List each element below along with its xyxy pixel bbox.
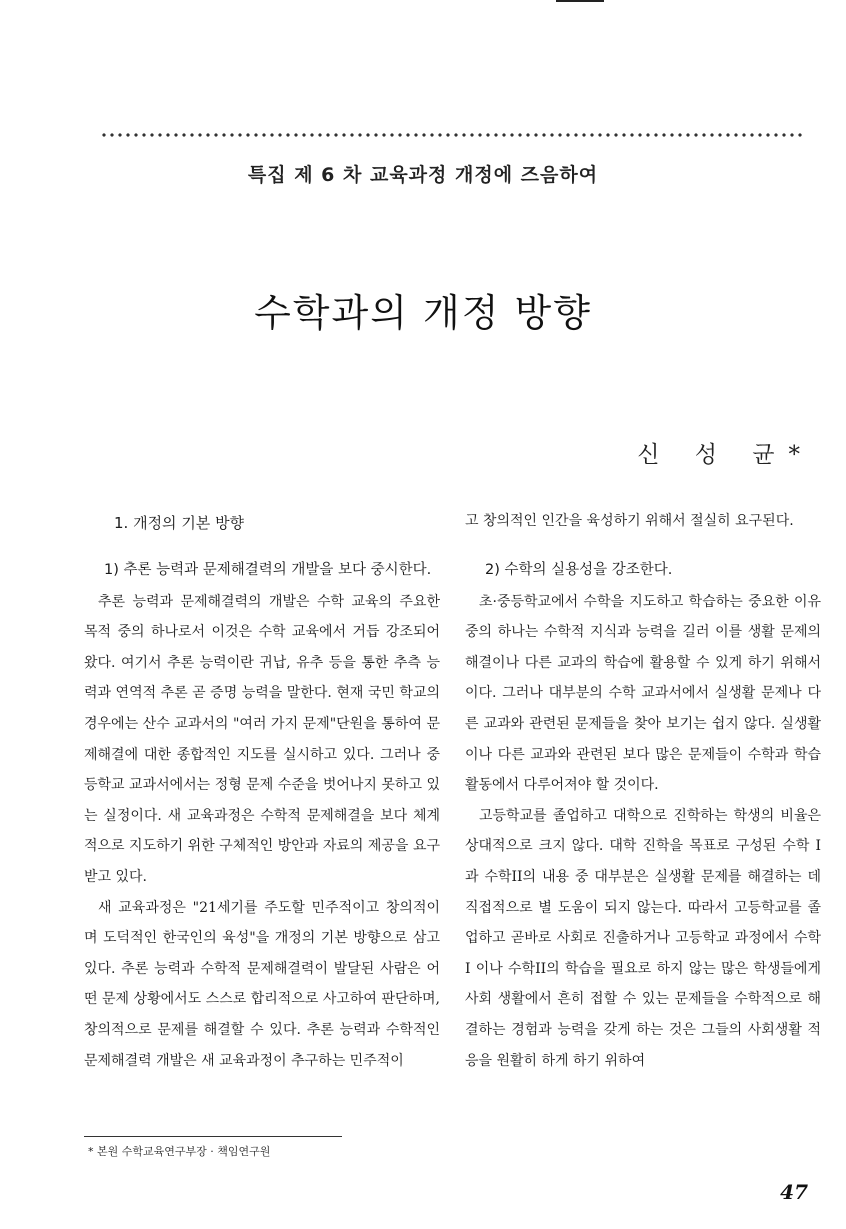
left-column [84,506,440,1076]
special-issue-title: 특집 제 6 차 교육과정 개정에 즈음하여 [247,164,599,186]
subsection-heading-2: 2) 수학의 실용성을 강조한다. [485,561,673,578]
paragraph-continued: 고 창의적인 인간을 육성하기 위해서 절실히 요구된다. [465,513,794,529]
footnote-rule [84,1136,342,1137]
author-name: 신 성 균* [637,442,814,468]
paragraph: 추론 능력과 문제해결력의 개발은 수학 교육의 주요한 목적 중의 하나로서 이것은 수학 교육에서 거듭 강조되어 왔다. 여기서 추론 능력이란 귀납, 유추 등을 통한 추측 능력과 연역적 추론 곧 증명 능력을 말한다. 현재 국민 학교의 경우에는 산수 교과서의 "여러 가지 문제"단원을 통하여 문제해결에 대한 종합적인 지도를 실시하고 있다. 그러나 중등학교 교과서에서는 정형 문제 수준을 벗어나지 못하고 있는 실정이다. 새 교육과정은 수학적 문제해결을 보다 체계적으로 지도하기 위한 구체적인 방안과 자료의 제공을 요구받고 있다. [84,593,440,885]
paragraph: 새 교육과정은 "21세기를 주도할 민주적이고 창의적이며 도덕적인 한국인의 육성"을 개정의 기본 방향으로 삼고 있다. 추론 능력과 수학적 문제해결력이 발달된 사람은 어떤 문제 상황에서도 스스로 합리적으로 사고하여 판단하며, 창의적으로 문제를 해결할 수 있다. 추론 능력과 수학적인 문제해결력 개발은 새 교육과정이 추구하는 민주적이 [84,899,440,1069]
right-column [465,506,821,1076]
article-title: 수학과의 개정 방향 [254,291,592,335]
paragraph: 초·중등학교에서 수학을 지도하고 학습하는 중요한 이유 중의 하나는 수학적 지식과 능력을 길러 이를 생활 문제의 해결이나 다른 교과의 학습에 활용할 수 있게 하기 위해서이다. 그러나 대부분의 수학 교과서에서 실생활 문제나 다른 교과와 관련된 문제들을 찾아 보기는 쉽지 않다. 실생활이나 다른 교과와 관련된 보다 많은 문제들이 수학과 학습 활동에서 다루어져야 할 것이다. [465,593,821,794]
dotted-divider [100,132,804,138]
paragraph: 고등학교를 졸업하고 대학으로 진학하는 학생의 비율은 상대적으로 크지 않다. 대학 진학을 목표로 구성된 수학 I 과 수학II의 내용 중 대부분은 실생활 문제를 해결하는 데 직접적으로 별 도움이 되지 않는다. 따라서 고등학교를 졸업하고 곧바로 사회로 진출하거나 고등학교 과정에서 수학 I 이나 수학II의 학습을 필요로 하지 않는 많은 학생들에게 사회 생활에서 흔히 접할 수 있는 문제들을 수학적으로 해결하는 경험과 능력을 갖게 하는 것은 그들의 사회생활 적응을 원활히 하게 하기 위하여 [465,807,821,1069]
page-number: 47 [780,1180,808,1204]
subsection-heading-1: 1) 추론 능력과 문제해결력의 개발을 보다 중시한다. [104,561,432,578]
footnote: * 본원 수학교육연구부장 · 책임연구원 [88,1145,271,1158]
top-rule [556,0,604,2]
section-heading: 1. 개정의 기본 방향 [114,514,245,532]
